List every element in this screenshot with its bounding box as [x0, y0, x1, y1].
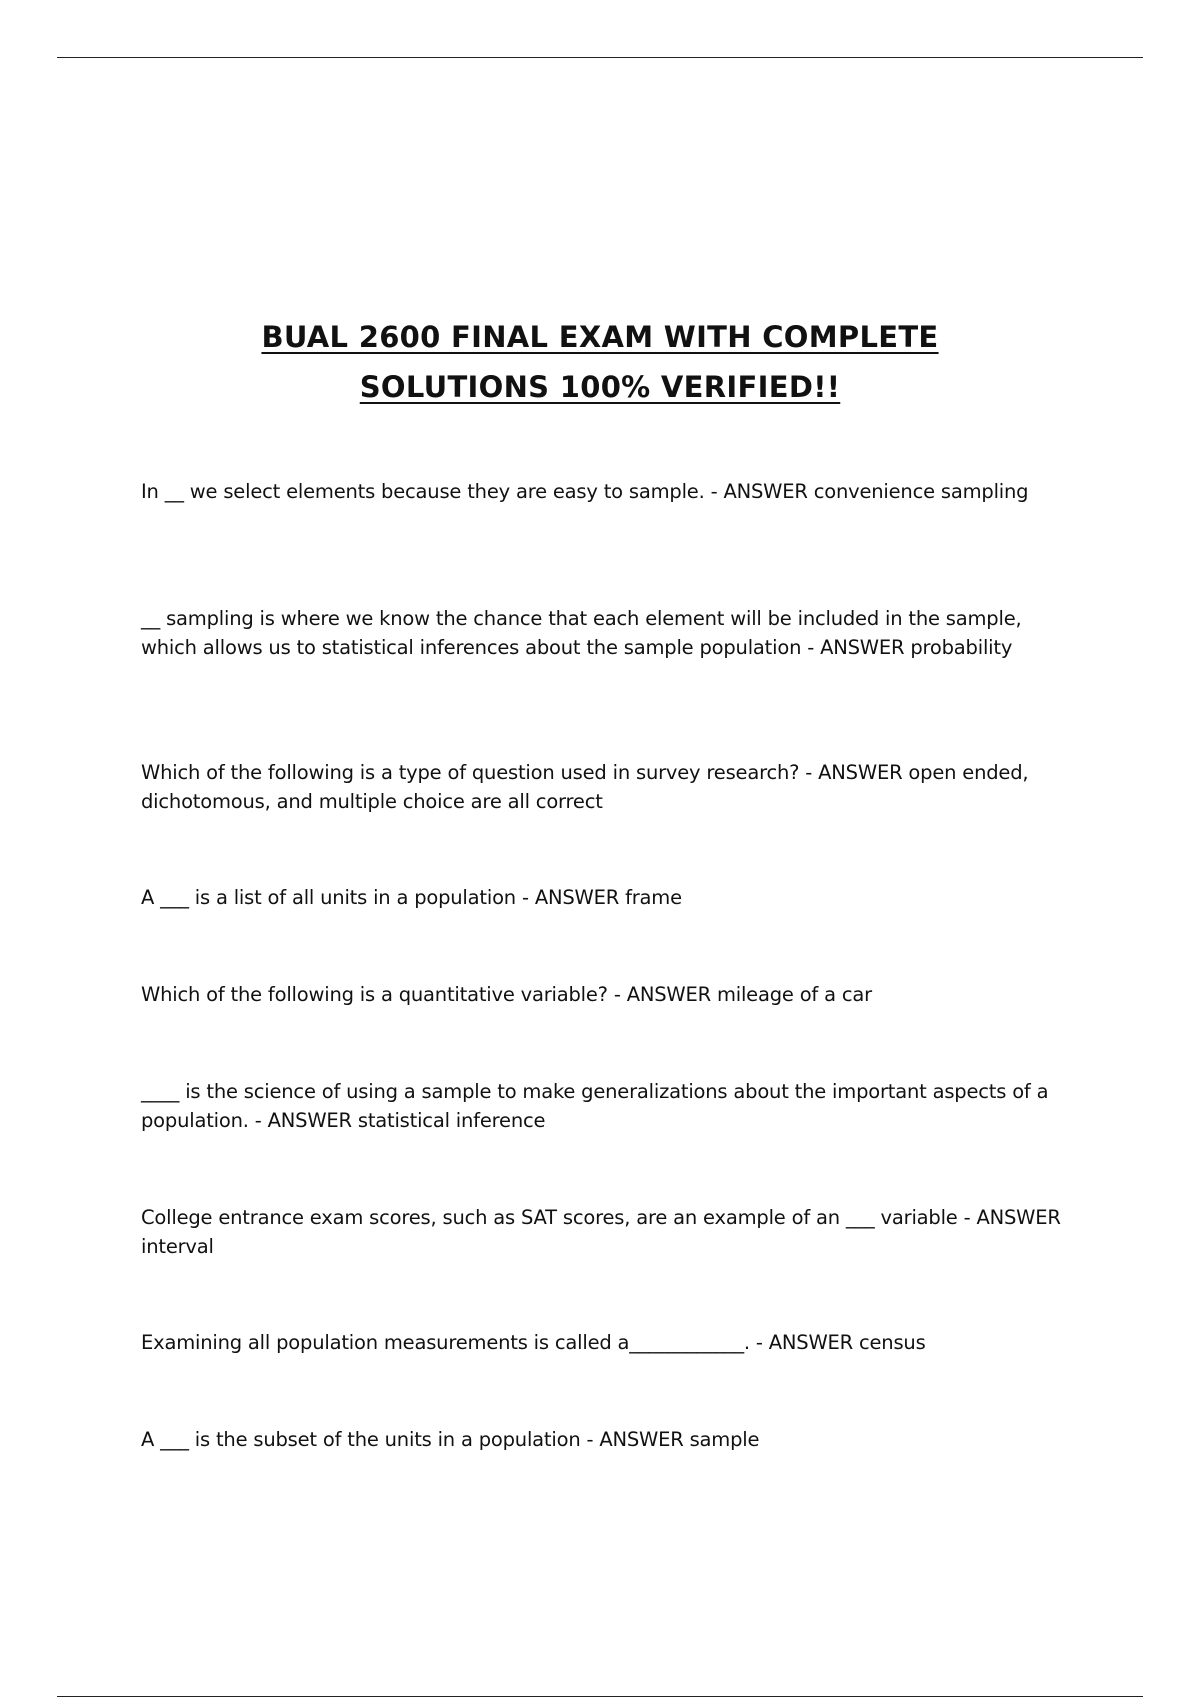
- answer-text: ANSWER convenience sampling: [723, 480, 1029, 503]
- qa-item-3: [141, 759, 1071, 816]
- title-line-1: BUAL 2600 FINAL EXAM WITH COMPLETE: [261, 320, 939, 354]
- bottom-rule: [57, 1696, 1143, 1697]
- question-text: Examining all population measurements is called a____________.: [141, 1331, 750, 1354]
- top-rule: [57, 57, 1143, 58]
- answer-text: ANSWER statistical inference: [267, 1108, 546, 1132]
- qa-item-8: [141, 1329, 1071, 1358]
- question-text: A ___ is a list of all units in a population: [141, 886, 516, 909]
- separator: -: [801, 635, 821, 659]
- separator: -: [607, 983, 627, 1006]
- qa-item-7: [141, 1204, 1071, 1261]
- separator: -: [957, 1206, 977, 1229]
- question-text: ____ is the science of using a sample to make generalizations about the important aspects of a population.: [141, 1080, 1049, 1132]
- qa-item-6: [141, 1078, 1071, 1135]
- answer-text: ANSWER mileage of a car: [626, 983, 872, 1006]
- question-text: __ sampling is where we know the chance that each element will be included in the sample, which allows us to statistical inferences about the sample population: [141, 607, 1022, 659]
- answer-text: ANSWER frame: [534, 886, 682, 909]
- qa-item-2: [141, 605, 1071, 662]
- separator: -: [704, 480, 724, 503]
- answer-text: ANSWER interval: [141, 1206, 1061, 1258]
- title-line-2: SOLUTIONS 100% VERIFIED!!: [359, 370, 841, 404]
- qa-item-5: [141, 981, 1071, 1010]
- answer-text: ANSWER sample: [599, 1428, 760, 1451]
- question-text: In __ we select elements because they are easy to sample.: [141, 480, 705, 503]
- separator: -: [248, 1108, 268, 1132]
- qa-item-1: [141, 478, 1071, 507]
- separator: -: [515, 886, 535, 909]
- answer-text: ANSWER open ended, dichotomous, and multiple choice are all correct: [141, 761, 1029, 813]
- qa-item-4: [141, 884, 1071, 913]
- separator: -: [749, 1331, 769, 1354]
- answer-text: ANSWER probability: [820, 635, 1013, 659]
- qa-item-9: [141, 1426, 1071, 1455]
- separator: -: [799, 761, 819, 784]
- document-title: [0, 312, 1200, 412]
- answer-text: ANSWER census: [768, 1331, 926, 1354]
- question-text: Which of the following is a type of question used in survey research?: [141, 761, 800, 784]
- question-text: A ___ is the subset of the units in a population: [141, 1428, 581, 1451]
- separator: -: [580, 1428, 600, 1451]
- question-text: Which of the following is a quantitative variable?: [141, 983, 608, 1006]
- question-text: College entrance exam scores, such as SAT scores, are an example of an ___ variable: [141, 1206, 958, 1229]
